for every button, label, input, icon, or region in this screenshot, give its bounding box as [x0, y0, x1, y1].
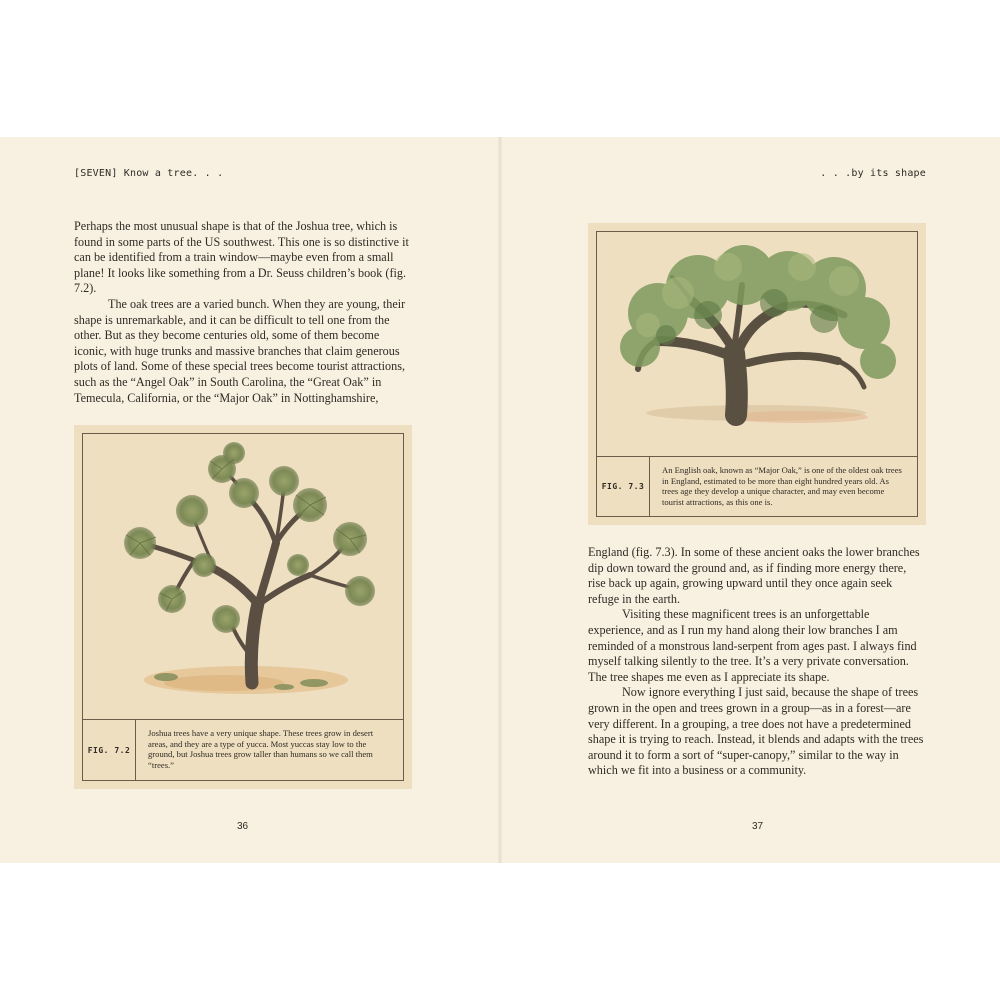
figure-caption-row: [83, 719, 403, 780]
figure-caption-row: [597, 456, 917, 516]
figure-frame: [596, 231, 918, 517]
figure-frame: [82, 433, 404, 781]
right-running-head: . . .by its shape: [820, 168, 926, 179]
page-number-right: 37: [752, 821, 764, 832]
body-paragraph: The oak trees are a varied bunch. When they are young, their shape is unremarkable, and it can be difficult to tell one from the other. But as they become centuries old, some of them become iconic, with huge trunks and massive branches that claim generous plots of land. Some of these special trees become tourist attractions, such as the “Angel Oak” in South Carolina, the “Great Oak” in Temecula, California, or the “Major Oak” in Nottinghamshire,: [74, 296, 406, 405]
book-spread: [0, 137, 1000, 863]
right-page-body: [588, 545, 926, 779]
figure-major-oak: [588, 223, 926, 525]
body-paragraph: Visiting these magnificent trees is an unforgettable experience, and as I run my hand along their low branches I am reminded of a monstrous land-serpent from ages past. I always find myself talking silently to the tree. It’s a very private conversation. The tree shapes me even as I appreciate its shape.: [588, 607, 917, 684]
page-number-left: 36: [237, 821, 249, 832]
figure-label: FIG. 7.3: [597, 457, 650, 516]
figure-caption: Joshua trees have a very unique shape. These trees grow in desert areas, and they are a type of yucca. Most yuccas stay low to the ground, but Joshua trees grow taller than humans so we call them “trees.”: [148, 728, 374, 770]
body-paragraph: England (fig. 7.3). In some of these ancient oaks the lower branches dip down toward the ground and, as if finding more energy there, rise back up again, growing upward until they once again seek refuge in the earth.: [588, 545, 920, 606]
figure-caption: An English oak, known as “Major Oak,” is one of the oldest oak trees in England, estimated to be more than eight hundred years old. As trees age they develop a unique character, and may even become tourist attractions, as this one is.: [662, 465, 902, 507]
figure-label: FIG. 7.2: [83, 720, 136, 780]
body-paragraph: Now ignore everything I just said, because the shape of trees grown in the open and trees grown in a group—as in a forest—are very different. In a grouping, a tree does not have a predetermined shape it is trying to reach. Instead, it blends and adapts with the trees around it to form a sort of “super-canopy,” similar to the way in which we fit into a business or a community.: [588, 685, 924, 778]
body-paragraph: Perhaps the most unusual shape is that of the Joshua tree, which is found in some parts of the US southwest. This one is so distinctive it can be identified from a train window—maybe even from a small plane! It looks like something from a Dr. Seuss children’s book (fig. 7.2).: [74, 219, 409, 296]
left-running-head: [SEVEN] Know a tree. . .: [74, 168, 224, 179]
page-gutter: [498, 137, 502, 863]
left-page-body: [74, 219, 412, 406]
figure-joshua-tree: [74, 425, 412, 789]
